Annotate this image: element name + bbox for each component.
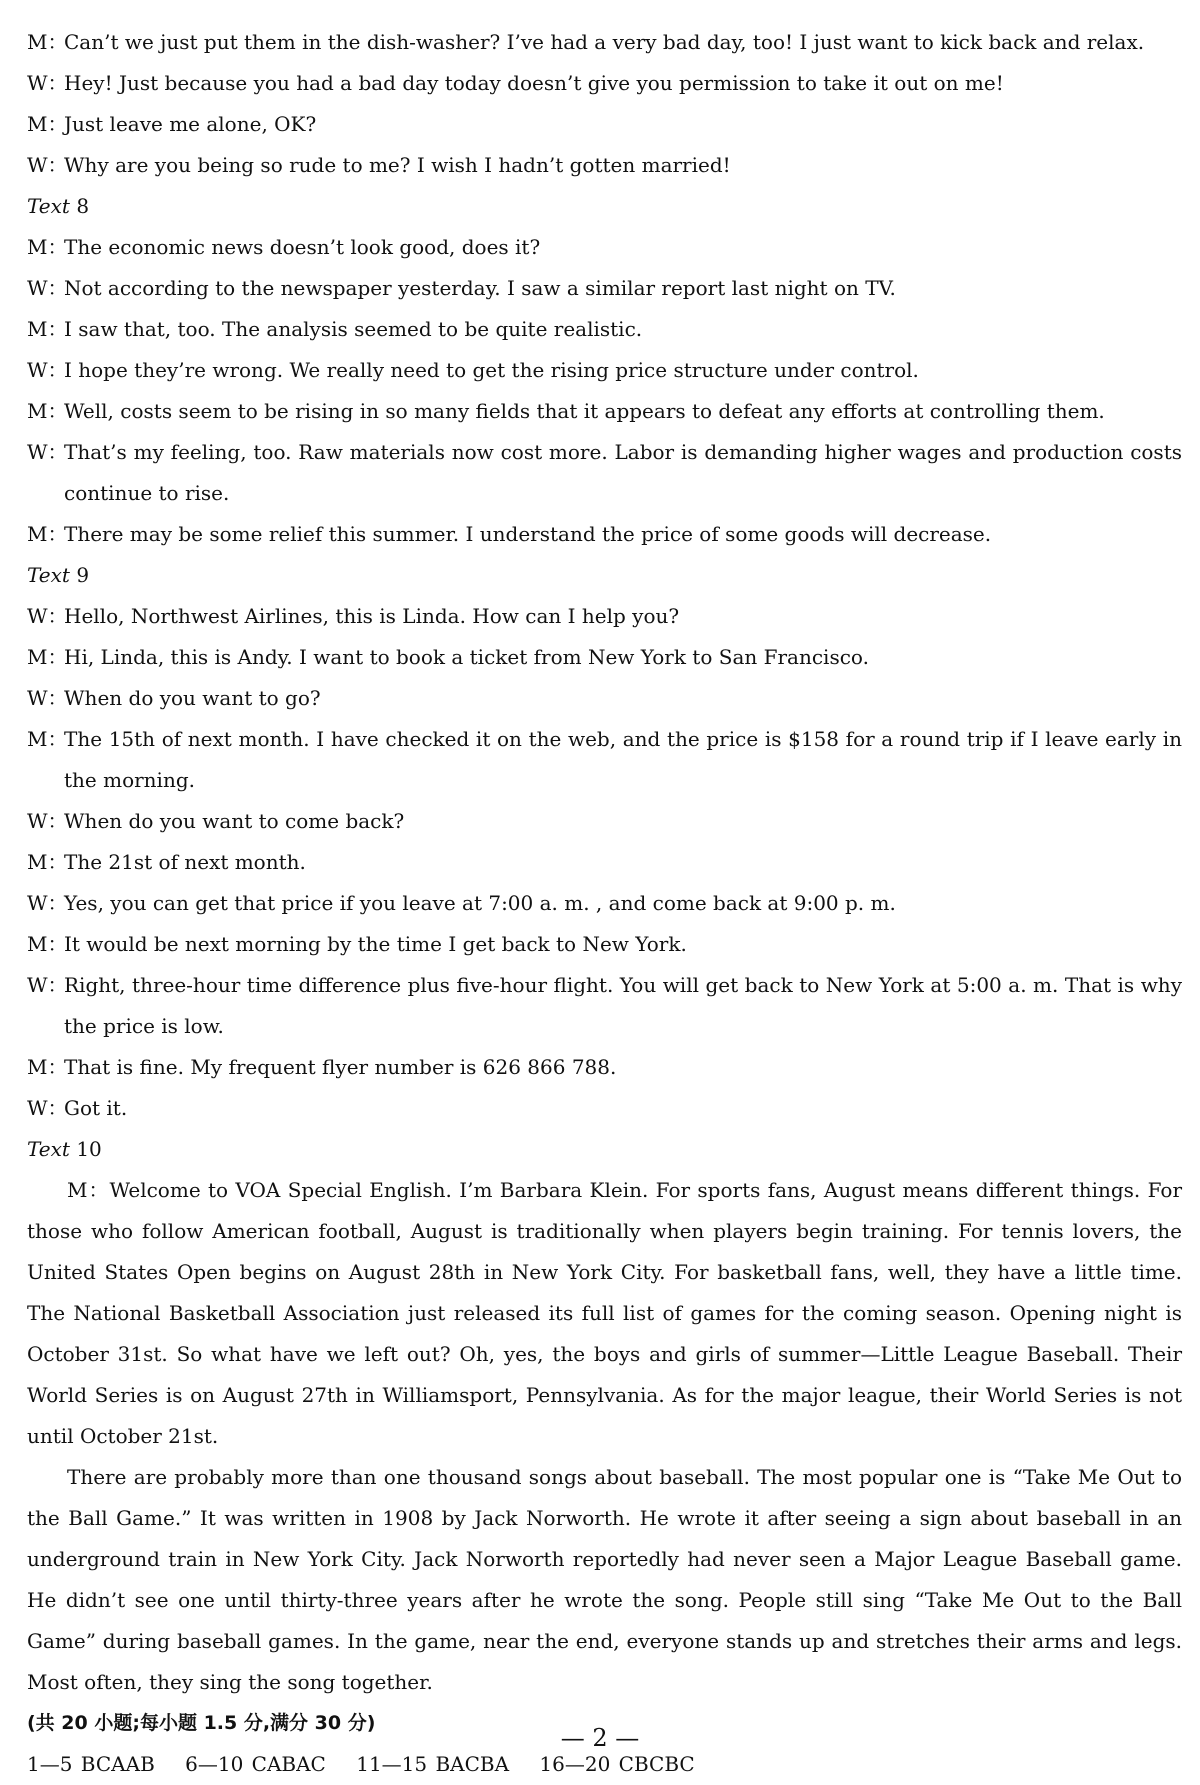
dialogue-line bbox=[27, 719, 1182, 801]
utterance: Right, three-hour time difference plus five-hour flight. You will get back to New York at 5:00 a. m. That is why the price is low. bbox=[64, 973, 1182, 1038]
speaker-label: W： bbox=[27, 809, 68, 833]
utterance: I saw that, too. The analysis seemed to be quite realistic. bbox=[64, 317, 643, 341]
speaker-label: M： bbox=[27, 399, 68, 423]
text9-dialogue bbox=[27, 596, 1182, 1129]
speaker-label: W： bbox=[27, 686, 68, 710]
utterance: The economic news doesn’t look good, does it? bbox=[64, 235, 541, 259]
speaker-label: M： bbox=[27, 522, 68, 546]
speaker-label: M： bbox=[27, 317, 68, 341]
dialogue-line bbox=[27, 842, 1182, 883]
dialogue-line bbox=[27, 432, 1182, 514]
utterance: Hello, Northwest Airlines, this is Linda. How can I help you? bbox=[64, 604, 680, 628]
text8-heading bbox=[27, 186, 1182, 227]
utterance: It would be next morning by the time I get back to New York. bbox=[64, 932, 687, 956]
speaker-label: M： bbox=[27, 112, 68, 136]
speaker-label: W： bbox=[27, 276, 68, 300]
speaker-label: W： bbox=[27, 71, 68, 95]
dialogue-line bbox=[27, 883, 1182, 924]
dialogue-line bbox=[27, 268, 1182, 309]
text-heading-number: 10 bbox=[76, 1137, 102, 1161]
dialogue-line bbox=[27, 391, 1182, 432]
dialogue-line bbox=[27, 965, 1182, 1047]
dialogue-line bbox=[27, 1088, 1182, 1129]
utterance: That’s my feeling, too. Raw materials now cost more. Labor is demanding higher wages and production costs continue to rise. bbox=[64, 440, 1182, 505]
utterance: There may be some relief this summer. I understand the price of some goods will decrease. bbox=[64, 522, 992, 546]
speaker-label: W： bbox=[27, 973, 68, 997]
monologue-paragraph: There are probably more than one thousand songs about baseball. The most popular one is “Take Me Out to the Ball Game.” It was written in 1908 by Jack Norworth. He wrote it after seeing a sign about baseball in an underground train in New York City. Jack Norworth reportedly had never seen a Major League Baseball game. He didn’t see one until thirty-three years after he wrote the song. People still sing “Take Me Out to the Ball Game” during baseball games. In the game, near the end, everyone stands up and stretches their arms and legs. Most often, they sing the song together. bbox=[27, 1465, 1182, 1694]
answer-group: 11—15 BACBA bbox=[356, 1752, 510, 1776]
speaker-label: M： bbox=[27, 30, 68, 54]
utterance: Well, costs seem to be rising in so many fields that it appears to defeat any efforts at controlling them. bbox=[64, 399, 1105, 423]
utterance: Got it. bbox=[64, 1096, 128, 1120]
dialogue-line bbox=[27, 63, 1182, 104]
utterance: When do you want to go? bbox=[64, 686, 321, 710]
utterance: Can’t we just put them in the dish-washer? I’ve had a very bad day, too! I just want to kick back and relax. bbox=[64, 30, 1145, 54]
speaker-label: W： bbox=[27, 153, 68, 177]
monologue-paragraph: M：Welcome to VOA Special English. I’m Barbara Klein. For sports fans, August means different things. For those who follow American football, August is traditionally when players begin training. For tennis lovers, the United States Open begins on August 28th in New York City. For basketball fans, well, they have a little time. The National Basketball Association just released its full list of games for the coming season. Opening night is October 31st. So what have we left out? Oh, yes, the boys and girls of summer—Little League Baseball. Their World Series is on August 27th in Williamsport, Pennsylvania. As for the major league, their World Series is not until October 21st. bbox=[27, 1178, 1182, 1448]
utterance: The 21st of next month. bbox=[64, 850, 306, 874]
text7-dialogue bbox=[27, 22, 1182, 186]
text-heading-number: 8 bbox=[76, 194, 90, 218]
utterance: When do you want to come back? bbox=[64, 809, 405, 833]
speaker-label: W： bbox=[27, 358, 68, 382]
utterance: Why are you being so rude to me? I wish I hadn’t gotten married! bbox=[64, 153, 731, 177]
speaker-label: W： bbox=[27, 604, 68, 628]
dialogue-line bbox=[27, 350, 1182, 391]
text-heading-label: Text bbox=[27, 563, 70, 587]
text-heading-label: Text bbox=[27, 1137, 70, 1161]
utterance: Not according to the newspaper yesterday. I saw a similar report last night on TV. bbox=[64, 276, 896, 300]
dialogue-line bbox=[27, 1047, 1182, 1088]
utterance: Just leave me alone, OK? bbox=[64, 112, 317, 136]
speaker-label: M： bbox=[27, 1055, 68, 1079]
dialogue-line bbox=[27, 924, 1182, 965]
dialogue-line bbox=[27, 227, 1182, 268]
dialogue-line bbox=[27, 309, 1182, 350]
utterance: Hi, Linda, this is Andy. I want to book a ticket from New York to San Francisco. bbox=[64, 645, 869, 669]
speaker-label: M： bbox=[27, 850, 68, 874]
speaker-label: W： bbox=[27, 891, 68, 915]
dialogue-line bbox=[27, 801, 1182, 842]
dialogue-line bbox=[27, 678, 1182, 719]
speaker-label: M： bbox=[27, 645, 68, 669]
text9-heading bbox=[27, 555, 1182, 596]
dialogue-line bbox=[27, 596, 1182, 637]
dialogue-line bbox=[27, 145, 1182, 186]
utterance: Hey! Just because you had a bad day today doesn’t give you permission to take it out on me! bbox=[64, 71, 1004, 95]
answer-group: 6—10 CABAC bbox=[185, 1752, 326, 1776]
text10-heading bbox=[27, 1129, 1182, 1170]
utterance: The 15th of next month. I have checked it on the web, and the price is $158 for a round trip if I leave early in the morning. bbox=[64, 727, 1182, 792]
speaker-label: W： bbox=[27, 440, 68, 464]
dialogue-line bbox=[27, 22, 1182, 63]
speaker-label: M： bbox=[27, 932, 68, 956]
speaker-label: M： bbox=[27, 727, 68, 751]
dialogue-line bbox=[27, 637, 1182, 678]
utterance: I hope they’re wrong. We really need to get the rising price structure under control. bbox=[64, 358, 919, 382]
speaker-label: M： bbox=[27, 235, 68, 259]
answer-group: 16—20 CBCBC bbox=[539, 1752, 695, 1776]
speaker-label: W： bbox=[27, 1096, 68, 1120]
text-heading-label: Text bbox=[27, 194, 70, 218]
text8-dialogue bbox=[27, 227, 1182, 555]
dialogue-line bbox=[27, 514, 1182, 555]
scoring-note: (共 20 小题;每小题 1.5 分,满分 30 分) bbox=[27, 1712, 376, 1734]
page-content bbox=[27, 22, 1182, 1785]
page-number: — 2 — bbox=[560, 1724, 640, 1752]
dialogue-line bbox=[27, 104, 1182, 145]
utterance: Yes, you can get that price if you leave at 7:00 a. m. , and come back at 9:00 p. m. bbox=[64, 891, 896, 915]
text-heading-number: 9 bbox=[76, 563, 90, 587]
utterance: That is fine. My frequent flyer number is 626 866 788. bbox=[64, 1055, 617, 1079]
answer-group: 1—5 BCAAB bbox=[27, 1752, 155, 1776]
